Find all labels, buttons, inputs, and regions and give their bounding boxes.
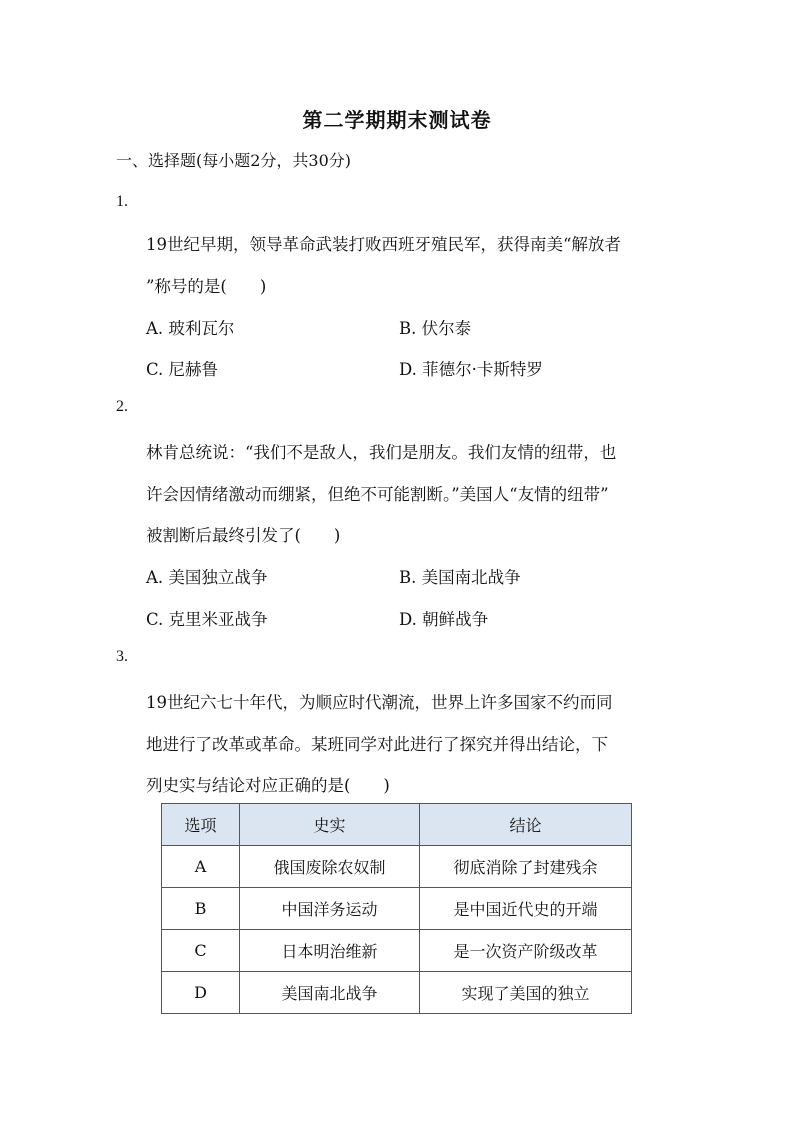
- table-header-row: [162, 804, 632, 846]
- table-row: [162, 972, 632, 1014]
- table-row: [162, 888, 632, 930]
- question-text-line: 19世纪六七十年代，为顺应时代潮流，世界上许多国家不约而同: [146, 693, 613, 712]
- option-c: C. 尼赫鲁: [146, 360, 219, 379]
- page-title: 第二学期期末测试卷: [302, 108, 492, 132]
- table-header-cell: 选项: [162, 804, 240, 846]
- question-number: 1.: [116, 193, 128, 210]
- question-text-line: 许会因情绪激动而绷紧，但绝不可能割断。”美国人“友情的纽带”: [146, 485, 609, 504]
- option-b: B. 美国南北战争: [399, 568, 521, 587]
- table-cell: 实现了美国的独立: [420, 972, 632, 1014]
- facts-table: [161, 803, 632, 1014]
- table-header-cell: 史实: [240, 804, 420, 846]
- option-d: D. 朝鲜战争: [399, 610, 489, 629]
- table-cell: 俄国废除农奴制: [240, 846, 420, 888]
- question-number: 2.: [116, 398, 128, 415]
- section-heading: 一、选择题(每小题2分，共30分): [116, 151, 352, 170]
- question-number: 3.: [116, 648, 128, 665]
- option-a: A. 美国独立战争: [146, 568, 268, 587]
- table-header-cell: 结论: [420, 804, 632, 846]
- option-b: B. 伏尔泰: [399, 319, 472, 338]
- table-cell: C: [162, 930, 240, 972]
- option-a: A. 玻利瓦尔: [146, 319, 235, 338]
- question-text-line: ”称号的是( ): [146, 277, 267, 296]
- option-d: D. 菲德尔·卡斯特罗: [399, 360, 543, 379]
- question-text-line: 地进行了改革或革命。某班同学对此进行了探究并得出结论，下: [146, 735, 608, 754]
- question-text-line: 19世纪早期，领导革命武装打败西班牙殖民军，获得南美“解放者: [146, 235, 621, 254]
- table-cell: 日本明治维新: [240, 930, 420, 972]
- table-row: [162, 846, 632, 888]
- table-cell: 彻底消除了封建残余: [420, 846, 632, 888]
- table-cell: A: [162, 846, 240, 888]
- question-text-line: 被割断后最终引发了( ): [146, 526, 341, 545]
- table-cell: 是中国近代史的开端: [420, 888, 632, 930]
- table-cell: 是一次资产阶级改革: [420, 930, 632, 972]
- table-cell: B: [162, 888, 240, 930]
- question-text-line: 列史实与结论对应正确的是( ): [146, 776, 390, 795]
- table-cell: 美国南北战争: [240, 972, 420, 1014]
- question-text-line: 林肯总统说：“我们不是敌人，我们是朋友。我们友情的纽带，也: [146, 443, 617, 462]
- option-c: C. 克里米亚战争: [146, 610, 268, 629]
- table-row: [162, 930, 632, 972]
- table-cell: D: [162, 972, 240, 1014]
- table-cell: 中国洋务运动: [240, 888, 420, 930]
